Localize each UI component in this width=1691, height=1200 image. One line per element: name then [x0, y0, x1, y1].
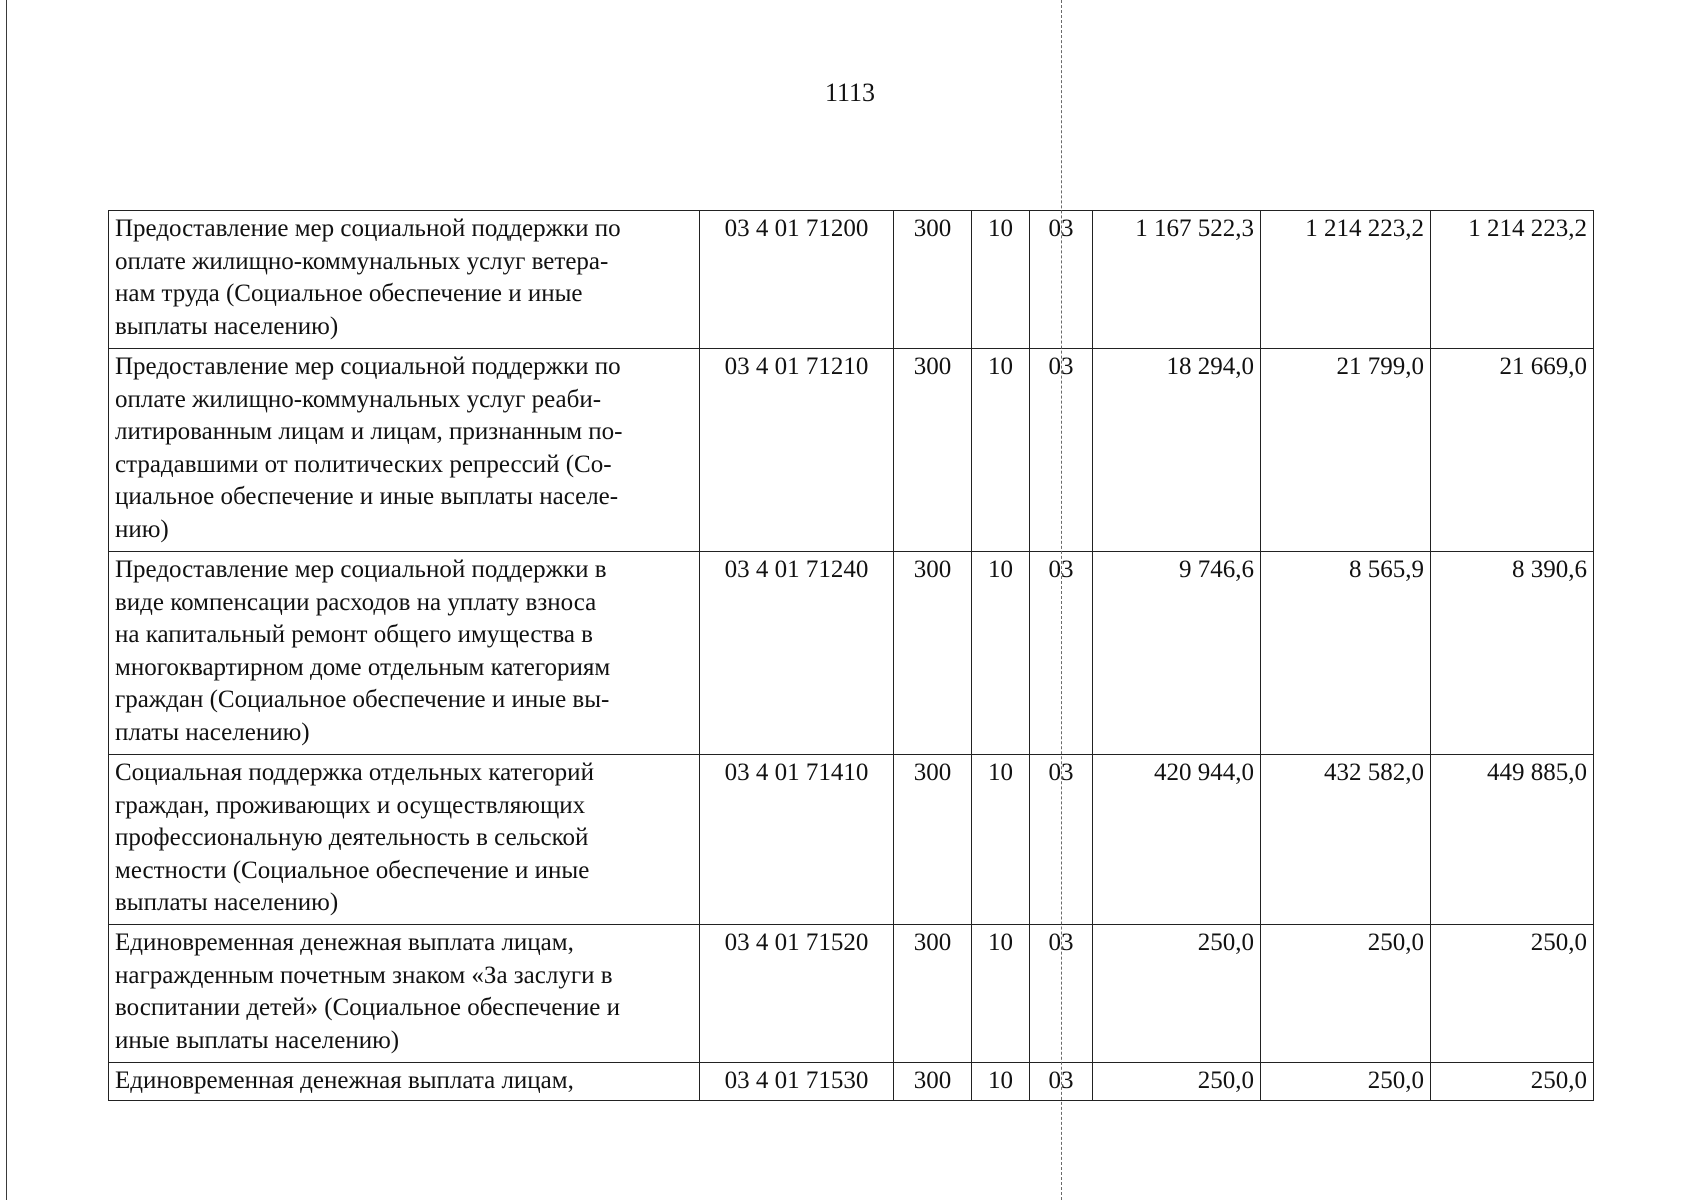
amount-year1-cell: 250,0 [1093, 925, 1261, 1063]
expense-name-line: циальное обеспечение и иные выплаты населе- [115, 483, 619, 510]
expense-name-line: профессиональную деятельность в сельской [115, 824, 589, 851]
subsection-cell: 03 [1030, 349, 1093, 552]
table-row [109, 211, 1594, 349]
expense-type-cell: 300 [894, 755, 972, 925]
expense-name-line: граждан, проживающих и осуществляющих [115, 791, 586, 819]
expense-name-cell [109, 1063, 700, 1101]
subsection-cell: 03 [1030, 1063, 1093, 1101]
amount-year2-cell: 21 799,0 [1261, 349, 1431, 552]
expense-name-line: граждан (Социальное обеспечение и иные вы- [115, 686, 610, 713]
expense-name-line: на капитальный ремонт общего имущества в [115, 621, 593, 648]
expense-type-cell: 300 [894, 925, 972, 1063]
expense-name-line: оплате жилищно-коммунальных услуг реаби- [115, 385, 602, 413]
expense-name-line: литированным лицам и лицам, признанным по- [115, 418, 623, 445]
expense-name-line: местности (Социальное обеспечение и иные [115, 856, 590, 884]
expense-type-cell: 300 [894, 552, 972, 755]
table-row [109, 349, 1594, 552]
table-row [109, 1063, 1594, 1101]
expense-name-line: нию) [115, 515, 169, 543]
table-row [109, 925, 1594, 1063]
amount-year2-cell: 250,0 [1261, 925, 1431, 1063]
amount-year1-cell: 1 167 522,3 [1093, 211, 1261, 349]
expense-name-line: Социальная поддержка отдельных категорий [115, 759, 594, 786]
amount-year1-cell: 9 746,6 [1093, 552, 1261, 755]
amount-year3-cell: 8 390,6 [1431, 552, 1594, 755]
target-article-cell: 03 4 01 71530 [700, 1063, 894, 1101]
section-cell: 10 [972, 755, 1030, 925]
amount-year2-cell: 8 565,9 [1261, 552, 1431, 755]
amount-year3-cell: 21 669,0 [1431, 349, 1594, 552]
amount-year2-cell: 1 214 223,2 [1261, 211, 1431, 349]
expense-name-line: воспитании детей» (Социальное обеспечение и [115, 994, 620, 1021]
expense-name-line: иные выплаты населению) [115, 1026, 400, 1054]
expense-name-cell [109, 349, 700, 552]
amount-year2-cell: 250,0 [1261, 1063, 1431, 1101]
amount-year2-cell: 432 582,0 [1261, 755, 1431, 925]
target-article-cell: 03 4 01 71200 [700, 211, 894, 349]
expense-name-line: выплаты населению) [115, 889, 339, 916]
subsection-cell: 03 [1030, 755, 1093, 925]
page-left-edge [6, 0, 7, 1200]
expense-name-line: многоквартирном доме отдельным категориям [115, 653, 611, 681]
table-row [109, 552, 1594, 755]
expense-name-line: Предоставление мер социальной поддержки по [115, 353, 621, 380]
subsection-cell: 03 [1030, 211, 1093, 349]
target-article-cell: 03 4 01 71210 [700, 349, 894, 552]
expense-type-cell: 300 [894, 349, 972, 552]
page-number: 1113 [824, 78, 876, 107]
table-body [109, 211, 1594, 1101]
section-cell: 10 [972, 349, 1030, 552]
expense-name-line: Предоставление мер социальной поддержки по [115, 215, 621, 242]
expense-name-line: виде компенсации расходов на уплату взноса [115, 588, 597, 616]
expense-name-cell [109, 755, 700, 925]
target-article-cell: 03 4 01 71410 [700, 755, 894, 925]
amount-year1-cell: 18 294,0 [1093, 349, 1261, 552]
target-article-cell: 03 4 01 71520 [700, 925, 894, 1063]
subsection-cell: 03 [1030, 552, 1093, 755]
expense-name-cell [109, 211, 700, 349]
section-cell: 10 [972, 1063, 1030, 1101]
expense-type-cell: 300 [894, 211, 972, 349]
expense-name-line: Единовременная денежная выплата лицам, [115, 929, 574, 956]
amount-year3-cell: 449 885,0 [1431, 755, 1594, 925]
expense-name-cell [109, 925, 700, 1063]
expense-name-line: страдавшими от политических репрессий (Со- [115, 450, 612, 478]
expense-name-line: Единовременная денежная выплата лицам, [115, 1067, 574, 1094]
fold-line [1061, 0, 1062, 1200]
expense-type-cell: 300 [894, 1063, 972, 1101]
amount-year3-cell: 1 214 223,2 [1431, 211, 1594, 349]
expense-name-line: платы населению) [115, 718, 310, 746]
amount-year1-cell: 420 944,0 [1093, 755, 1261, 925]
section-cell: 10 [972, 211, 1030, 349]
section-cell: 10 [972, 925, 1030, 1063]
amount-year1-cell: 250,0 [1093, 1063, 1261, 1101]
amount-year3-cell: 250,0 [1431, 1063, 1594, 1101]
expense-name-cell [109, 552, 700, 755]
expense-name-line: Предоставление мер социальной поддержки в [115, 556, 607, 583]
budget-table [108, 210, 1594, 1101]
subsection-cell: 03 [1030, 925, 1093, 1063]
expense-name-line: оплате жилищно-коммунальных услуг ветера- [115, 247, 609, 275]
table-row [109, 755, 1594, 925]
expense-name-line: нам труда (Социальное обеспечение и иные [115, 280, 583, 307]
expense-name-line: выплаты населению) [115, 312, 339, 340]
expense-name-line: награжденным почетным знаком «За заслуги в [115, 961, 613, 989]
target-article-cell: 03 4 01 71240 [700, 552, 894, 755]
amount-year3-cell: 250,0 [1431, 925, 1594, 1063]
section-cell: 10 [972, 552, 1030, 755]
